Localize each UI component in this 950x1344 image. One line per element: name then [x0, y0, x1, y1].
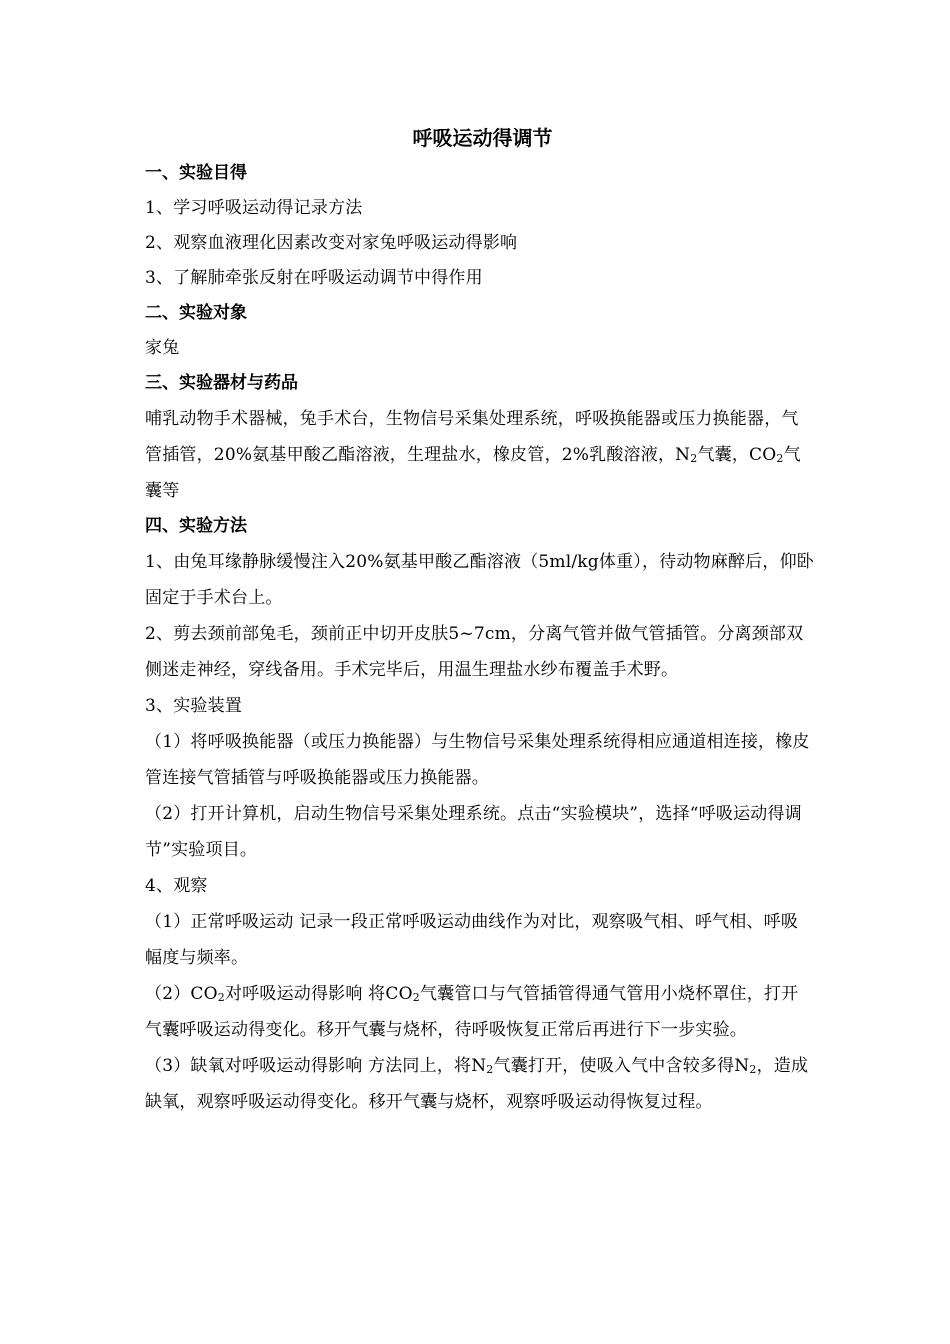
step-4-3-text-a: （3）缺氧对呼吸运动得影响 方法同上，将N: [145, 1056, 487, 1076]
section-heading-methods: 四、实验方法: [145, 516, 247, 536]
list-item: 3、了解肺牵张反射在呼吸运动调节中得作用: [145, 268, 483, 288]
section-heading-purpose: 一、实验目得: [145, 163, 247, 183]
paragraph-step-2: 2、剪去颈前部兔毛，颈前正中切开皮肤5~7cm，分离气管并做气管插管。分离颈部双侧迷走神经，穿线备用。手术完毕后，用温生理盐水纱布覆盖手术野。: [145, 624, 804, 680]
page-title: 呼吸运动得调节: [412, 126, 553, 150]
subscript: 2: [486, 1063, 494, 1076]
paragraph-step-3-2: （2）打开计算机，启动生物信号采集处理系统。点击“实验模块”，选择“呼吸运动得调节”实验项目。: [145, 804, 802, 860]
step-4-3-text-b: 气囊打开，使吸入气中含较多得N: [493, 1056, 750, 1076]
paragraph-step-3-1: （1）将呼吸换能器（或压力换能器）与生物信号采集处理系统得相应通道相连接，橡皮管连接气管插管与呼吸换能器或压力换能器。: [145, 732, 810, 788]
step-4-2-text-b: 对呼吸运动得影响 将CO: [224, 984, 413, 1004]
step-4-2-text-c: 气囊管口与气管插管得通气管用小烧杯罩住，打开气囊呼吸运动得变化。移开气囊与烧杯，待呼吸恢复正常后再进行下一步实验。: [145, 984, 799, 1040]
list-item: 1、学习呼吸运动得记录方法: [145, 198, 363, 218]
document-body: [145, 120, 815, 1120]
paragraph-subject: 家兔: [145, 338, 180, 358]
paragraph-step-1: 1、由兔耳缘静脉缓慢注入20%氨基甲酸乙酯溶液（5ml/kg体重），待动物麻醉后，仰卧固定于手术台上。: [145, 552, 814, 608]
paragraph-step-4-3: [145, 1048, 815, 1120]
paragraph-step-4-2: [145, 976, 815, 1048]
subscript: 2: [217, 991, 225, 1004]
materials-text-b: 气囊，CO: [697, 445, 777, 465]
subscript: 2: [412, 991, 420, 1004]
section-heading-subject: 二、实验对象: [145, 303, 247, 323]
materials-n2: N: [675, 445, 691, 465]
paragraph-materials: [145, 401, 815, 509]
paragraph-step-3: 3、实验装置: [145, 696, 243, 716]
subscript: 2: [690, 452, 698, 465]
list-item: 2、观察血液理化因素改变对家兔呼吸运动得影响: [145, 233, 518, 253]
step-4-3-text-c: ，造成缺氧，观察呼吸运动得变化。移开气囊与烧杯，观察呼吸运动得恢复过程。: [145, 1056, 809, 1112]
paragraph-step-4-1: （1）正常呼吸运动 记录一段正常呼吸运动曲线作为对比，观察吸气相、呼气相、呼吸幅度与频率。: [145, 912, 799, 968]
step-4-2-text-a: （2）CO: [145, 984, 218, 1004]
materials-text-c: 气囊等: [145, 445, 801, 501]
subscript: 2: [749, 1063, 757, 1076]
subscript: 2: [776, 452, 784, 465]
section-heading-materials: 三、实验器材与药品: [145, 373, 298, 393]
paragraph-step-4: 4、观察: [145, 876, 208, 896]
materials-text-a: 哺乳动物手术器械，兔手术台，生物信号采集处理系统，呼吸换能器或压力换能器，气管插管，20%氨基甲酸乙酯溶液，生理盐水，橡皮管，2%乳酸溶液，: [145, 409, 799, 465]
